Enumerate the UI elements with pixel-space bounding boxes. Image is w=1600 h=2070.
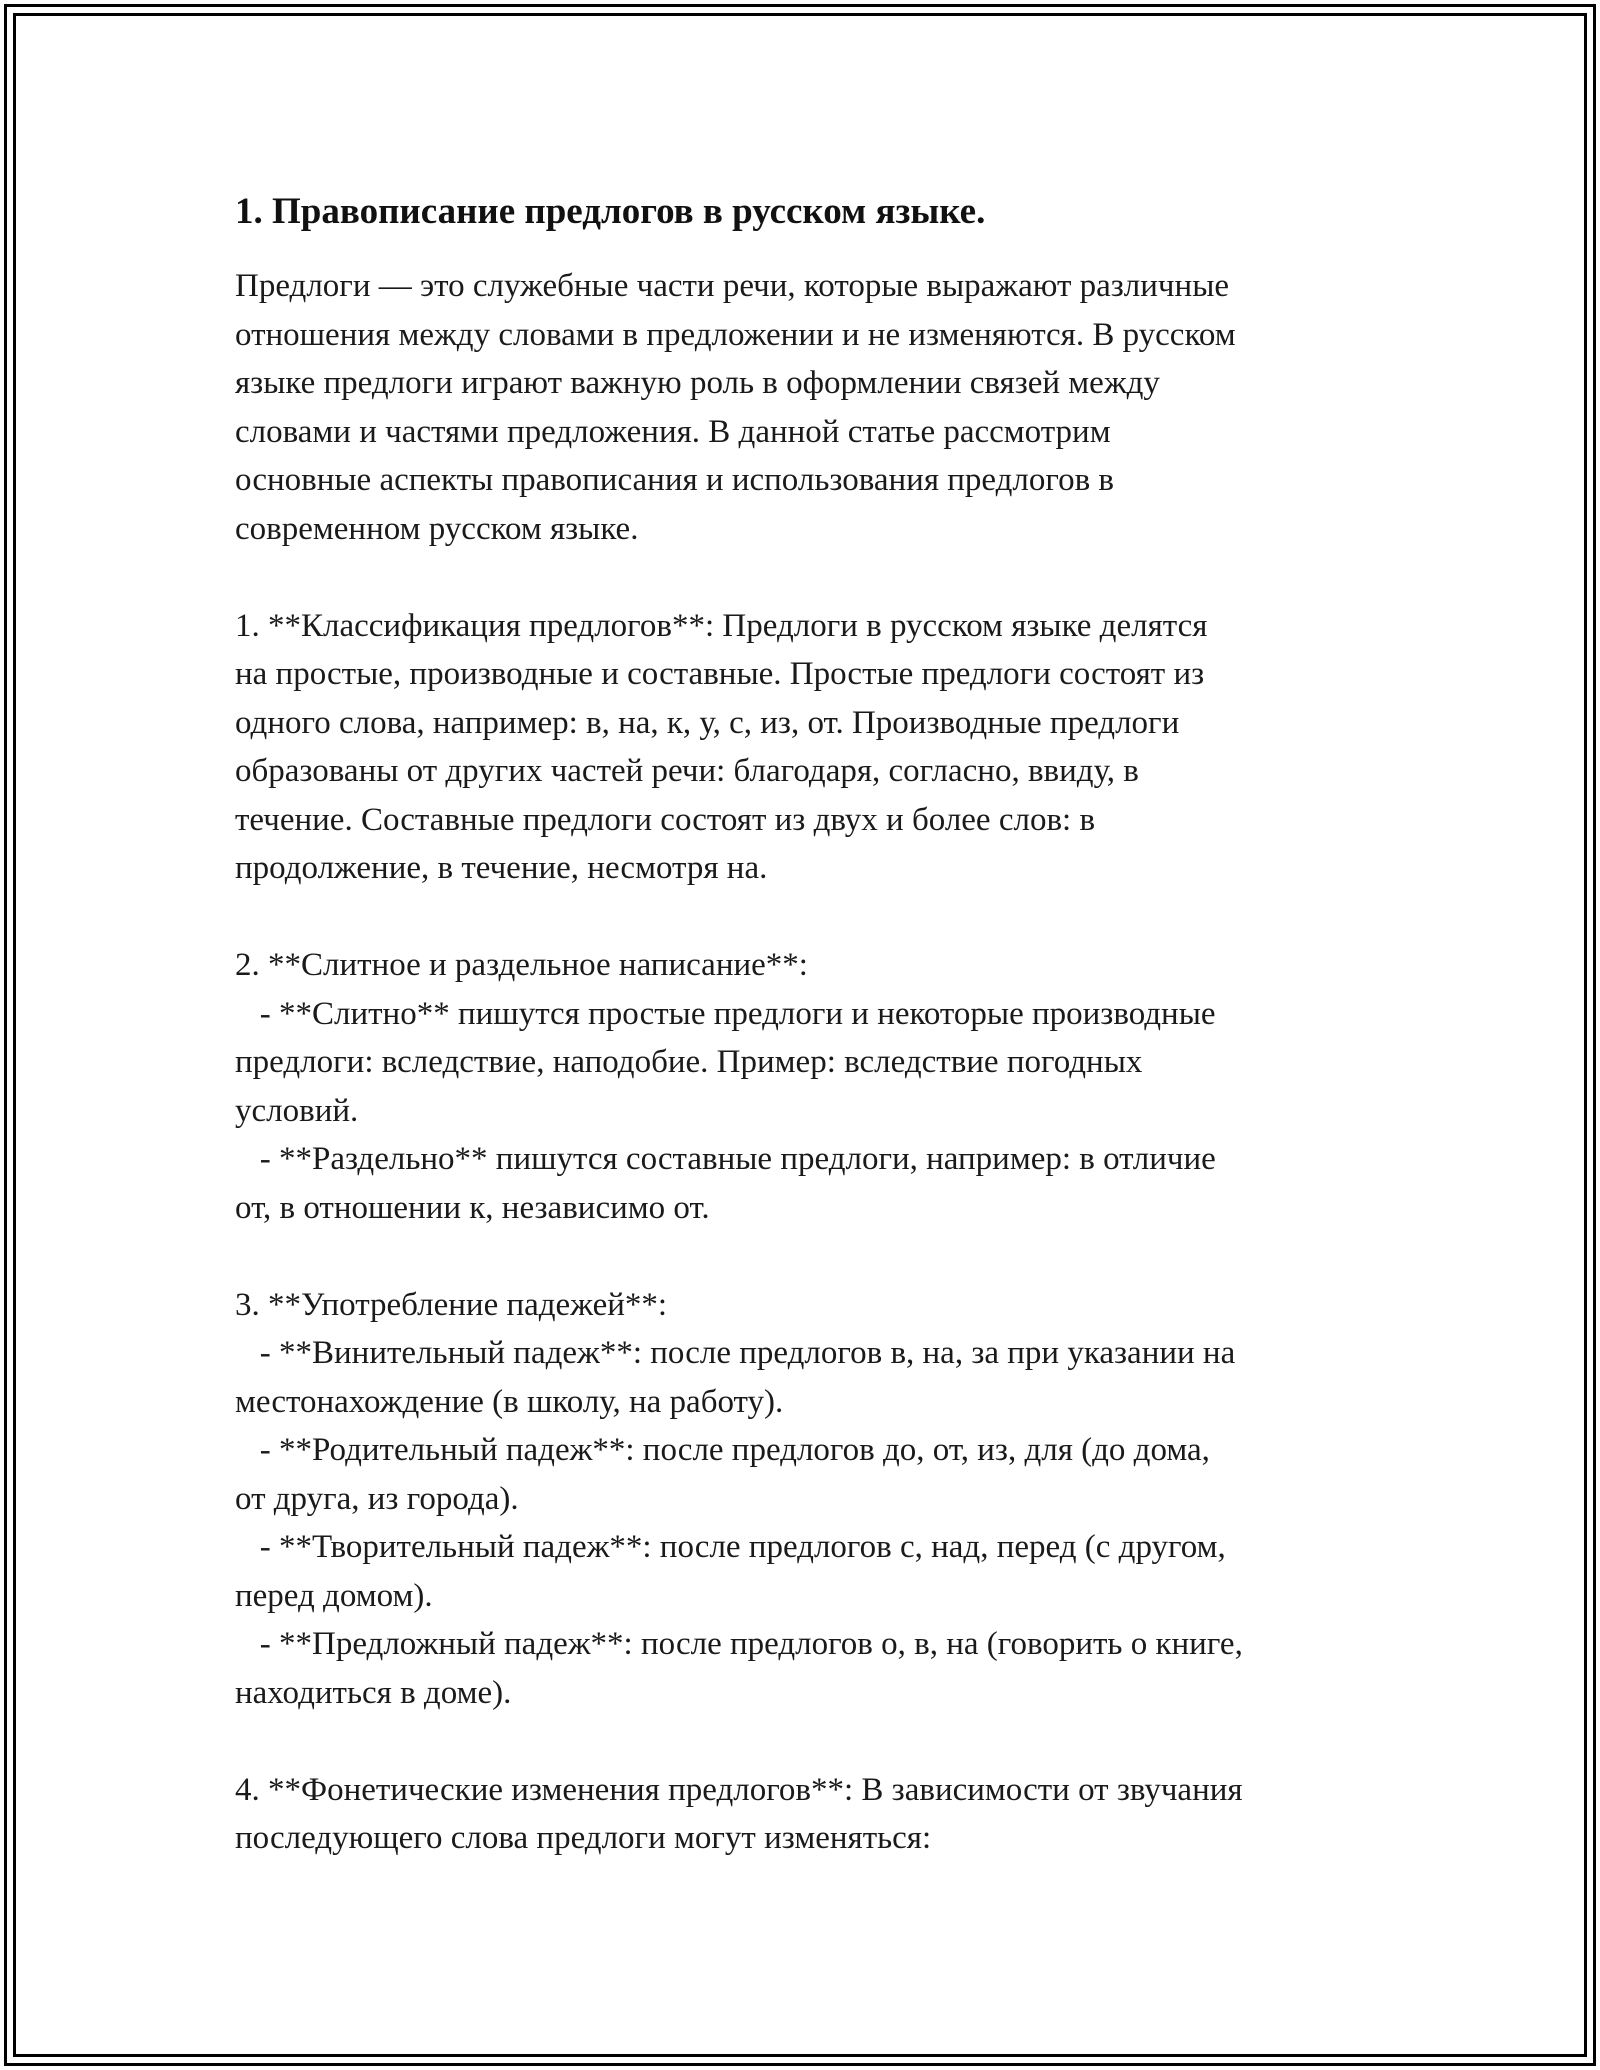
section-phonetic: 4. **Фонетические изменения предлогов**: В зависимости от звучания последующего слова предлоги могут изменяться: — [235, 1771, 1243, 1856]
paragraph-spacer — [235, 553, 1385, 602]
paragraph-spacer — [235, 893, 1385, 942]
section-cases: 3. **Употребление падежей**: - **Винительный падеж**: после предлогов в, на, за при указании на местонахождение (в школу, на работу). - **Родительный падеж**: после предлогов до, от, из, для (до дома, от друга, из города). - **Творительный падеж**: после предлогов с, над, перед (с другом, перед домом). - **Предложный падеж**: после предлогов о, в, на (говорить о книге, находиться в доме). — [235, 1286, 1243, 1711]
document-title: 1. Правописание предлогов в русском языке. — [235, 191, 986, 232]
paragraph-spacer — [235, 1232, 1385, 1281]
intro-paragraph: Предлоги — это служебные части речи, которые выражают различные отношения между словами в предложении и не изменяются. В русском языке предлоги играют важную роль в оформлении связей между словами и частями предложения. В данной статье рассмотрим основные аспекты правописания и использования предлогов в современном русском языке. — [235, 268, 1236, 547]
section-spelling: 2. **Слитное и раздельное написание**: - **Слитно** пишутся простые предлоги и некоторые производные предлоги: вследствие, наподобие. Пример: вследствие погодных условий. - **Раздельно** пишутся составные предлоги, например: в отличие от, в отношении к, независимо от. — [235, 947, 1216, 1226]
paragraph-spacer — [235, 1717, 1385, 1766]
document-page — [235, 190, 1385, 1863]
section-classification: 1. **Классификация предлогов**: Предлоги в русском языке делятся на простые, производные и составные. Простые предлоги состоят из одного слова, например: в, на, к, у, с, из, от. Производные предлоги образованы от других частей речи: благодаря, согласно, ввиду, в течение. Составные предлоги состоят из двух и более слов: в продолжение, в течение, несмотря на. — [235, 607, 1208, 886]
